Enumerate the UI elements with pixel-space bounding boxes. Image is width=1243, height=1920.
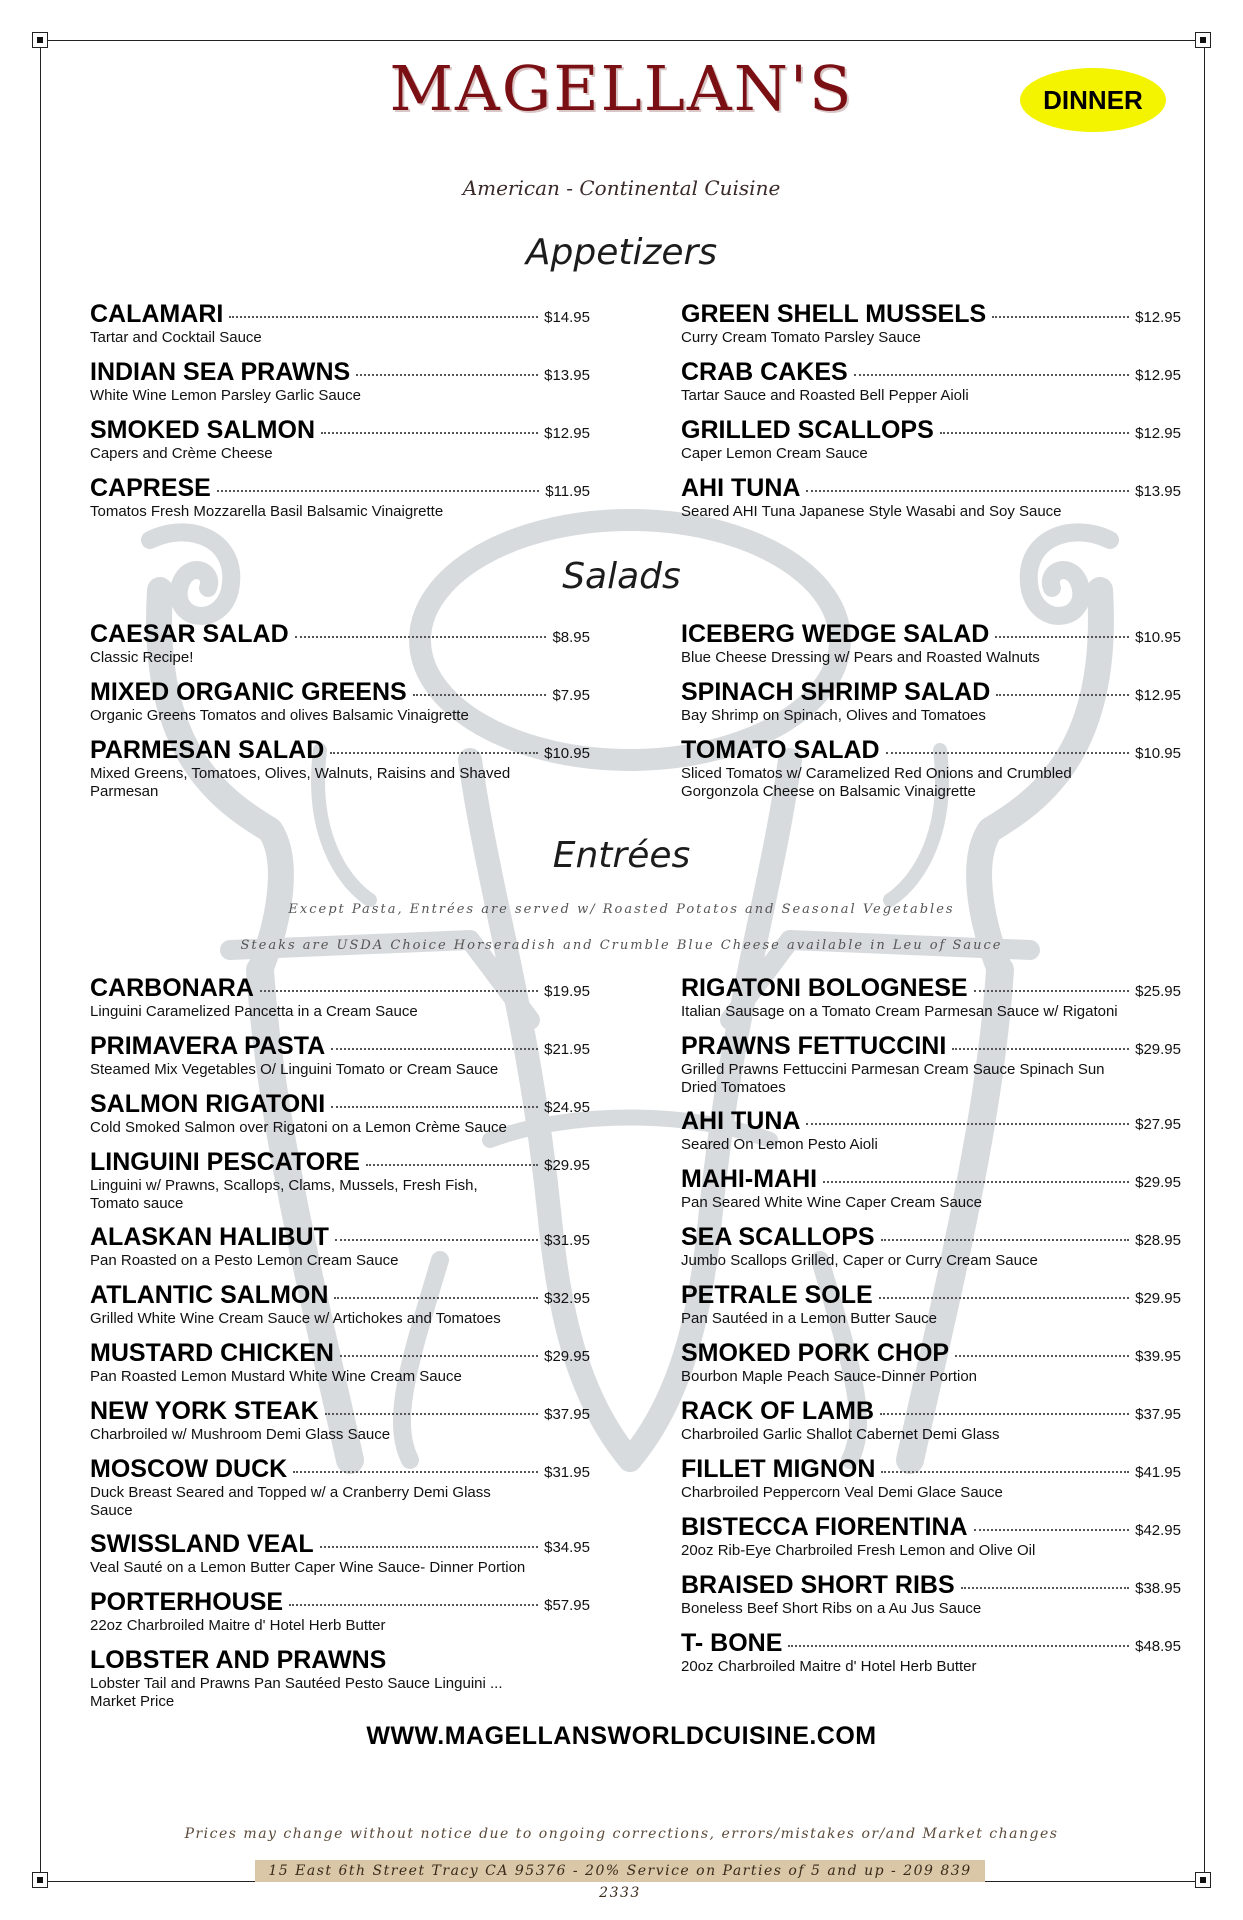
menu-item-row bbox=[90, 1281, 590, 1310]
menu-item-description: Boneless Beef Short Ribs on a Au Jus Sauce bbox=[681, 1600, 982, 1617]
menu-item-price: $10.95 bbox=[1135, 745, 1181, 762]
menu-item-name: CAPRESE bbox=[90, 474, 211, 502]
menu-item bbox=[90, 678, 590, 725]
menu-item bbox=[90, 1032, 590, 1079]
menu-item-price: $24.95 bbox=[544, 1099, 590, 1116]
menu-item-description: Linguini w/ Prawns, Scallops, Clams, Mussels, Fresh Fish, Tomato sauce bbox=[90, 1177, 478, 1212]
menu-item-price: $32.95 bbox=[544, 1290, 590, 1307]
menu-item bbox=[681, 474, 1181, 521]
menu-item bbox=[681, 1629, 1181, 1676]
menu-item-price: $29.95 bbox=[1135, 1290, 1181, 1307]
menu-item-price: $12.95 bbox=[1135, 309, 1181, 326]
menu-item-price: $34.95 bbox=[544, 1539, 590, 1556]
menu-item bbox=[90, 474, 590, 521]
menu-item-name: SEA SCALLOPS bbox=[681, 1223, 875, 1251]
dot-leader bbox=[806, 490, 1129, 492]
dot-leader bbox=[880, 1413, 1129, 1415]
menu-item-name: ALASKAN HALIBUT bbox=[90, 1223, 329, 1251]
menu-item bbox=[681, 1571, 1181, 1618]
menu-item-price: $19.95 bbox=[544, 983, 590, 1000]
menu-item bbox=[90, 1530, 590, 1577]
menu-item-name: SWISSLAND VEAL bbox=[90, 1530, 314, 1558]
menu-item-name: AHI TUNA bbox=[681, 1107, 801, 1135]
menu-item-name: SPINACH SHRIMP SALAD bbox=[681, 678, 991, 706]
dot-leader bbox=[260, 990, 538, 992]
menu-item-row bbox=[90, 1148, 590, 1177]
menu-item-price: $12.95 bbox=[1135, 425, 1181, 442]
entrees-left-column bbox=[90, 974, 590, 1721]
dot-leader bbox=[340, 1355, 538, 1357]
menu-item-description: Classic Recipe! bbox=[90, 649, 194, 666]
menu-item-row bbox=[90, 1646, 590, 1675]
dot-leader bbox=[335, 1239, 538, 1241]
dot-leader bbox=[295, 636, 547, 638]
menu-item-name: PETRALE SOLE bbox=[681, 1281, 873, 1309]
menu-item-row bbox=[90, 736, 590, 765]
entrees-right-column bbox=[681, 974, 1181, 1687]
menu-item-price: $27.95 bbox=[1135, 1116, 1181, 1133]
menu-item-description: Pan Roasted on a Pesto Lemon Cream Sauce bbox=[90, 1252, 399, 1269]
menu-item-price: $37.95 bbox=[1135, 1406, 1181, 1423]
corner-handle-top-left[interactable] bbox=[32, 32, 48, 48]
menu-item bbox=[681, 1281, 1181, 1328]
menu-item-row bbox=[681, 1165, 1181, 1194]
dot-leader bbox=[806, 1123, 1129, 1125]
menu-item-description: 20oz Charbroiled Maitre d' Hotel Herb Butter bbox=[681, 1658, 977, 1675]
salads-heading: Salads bbox=[562, 556, 681, 597]
menu-item bbox=[681, 1032, 1181, 1097]
menu-item bbox=[681, 1455, 1181, 1502]
menu-item-row bbox=[90, 1339, 590, 1368]
menu-item-row bbox=[681, 1223, 1181, 1252]
menu-item-price: $12.95 bbox=[544, 425, 590, 442]
menu-item-name: TOMATO SALAD bbox=[681, 736, 880, 764]
menu-item-price: $14.95 bbox=[544, 309, 590, 326]
menu-item-description: Organic Greens Tomatos and olives Balsamic Vinaigrette bbox=[90, 707, 469, 724]
dot-leader bbox=[881, 1239, 1130, 1241]
menu-item-description: Tartar and Cocktail Sauce bbox=[90, 329, 262, 346]
dot-leader bbox=[854, 374, 1129, 376]
menu-item-price: $41.95 bbox=[1135, 1464, 1181, 1481]
menu-item-price: $29.95 bbox=[1135, 1174, 1181, 1191]
dot-leader bbox=[992, 316, 1129, 318]
menu-item-row bbox=[90, 474, 590, 503]
entrees-note-steaks: Steaks are USDA Choice Horseradish and Crumble Blue Cheese available in Leu of Sauce bbox=[240, 938, 1003, 953]
menu-item bbox=[681, 736, 1181, 801]
menu-item-name: GREEN SHELL MUSSELS bbox=[681, 300, 987, 328]
menu-item-description: Charbroiled Peppercorn Veal Demi Glace Sauce bbox=[681, 1484, 1003, 1501]
price-disclaimer: Prices may change without notice due to ongoing corrections, errors/mistakes or/and Market changes bbox=[184, 1826, 1059, 1842]
menu-item-name: CAESAR SALAD bbox=[90, 620, 289, 648]
menu-item-row bbox=[90, 1032, 590, 1061]
menu-item-description: Charbroiled w/ Mushroom Demi Glass Sauce bbox=[90, 1426, 391, 1443]
menu-item-name: CRAB CAKES bbox=[681, 358, 848, 386]
corner-handle-bottom-left[interactable] bbox=[32, 1872, 48, 1888]
menu-item-description: Mixed Greens, Tomatoes, Olives, Walnuts, Raisins and Shaved Parmesan bbox=[90, 765, 511, 800]
menu-item-name: MIXED ORGANIC GREENS bbox=[90, 678, 407, 706]
dot-leader bbox=[940, 432, 1129, 434]
menu-item-row bbox=[681, 358, 1181, 387]
menu-item-description: Bay Shrimp on Spinach, Olives and Tomatoes bbox=[681, 707, 986, 724]
menu-item-description: Pan Roasted Lemon Mustard White Wine Cream Sauce bbox=[90, 1368, 462, 1385]
menu-item-row bbox=[681, 1397, 1181, 1426]
menu-item-name: CARBONARA bbox=[90, 974, 254, 1002]
menu-item-name: BRAISED SHORT RIBS bbox=[681, 1571, 955, 1599]
dot-leader bbox=[331, 1048, 538, 1050]
menu-item-row bbox=[681, 1455, 1181, 1484]
menu-item-row bbox=[90, 416, 590, 445]
menu-item-price: $31.95 bbox=[544, 1464, 590, 1481]
menu-item-row bbox=[90, 358, 590, 387]
appetizers-left-column bbox=[90, 300, 590, 532]
menu-item-row bbox=[681, 620, 1181, 649]
menu-item-price: $37.95 bbox=[544, 1406, 590, 1423]
menu-item-row bbox=[681, 1571, 1181, 1600]
dot-leader bbox=[961, 1587, 1129, 1589]
menu-item-price: $13.95 bbox=[544, 367, 590, 384]
menu-item-name: NEW YORK STEAK bbox=[90, 1397, 319, 1425]
menu-item-price: $29.95 bbox=[544, 1157, 590, 1174]
menu-item-row bbox=[90, 1455, 590, 1484]
menu-item-row bbox=[90, 1223, 590, 1252]
menu-item-description: Veal Sauté on a Lemon Butter Caper Wine Sauce- Dinner Portion bbox=[90, 1559, 526, 1576]
menu-item-row bbox=[90, 1588, 590, 1617]
menu-item-description: Tartar Sauce and Roasted Bell Pepper Aioli bbox=[681, 387, 969, 404]
menu-item-description: White Wine Lemon Parsley Garlic Sauce bbox=[90, 387, 361, 404]
appetizers-heading: Appetizers bbox=[525, 232, 718, 273]
menu-item-price: $10.95 bbox=[1135, 629, 1181, 646]
dot-leader bbox=[366, 1164, 538, 1166]
dot-leader bbox=[413, 694, 547, 696]
entrees-note-sides: Except Pasta, Entrées are served w/ Roasted Potatos and Seasonal Vegetables bbox=[288, 902, 955, 917]
menu-item-description: Italian Sausage on a Tomato Cream Parmesan Sauce w/ Rigatoni bbox=[681, 1003, 1118, 1020]
menu-item-price: $11.95 bbox=[545, 483, 590, 500]
dot-leader bbox=[955, 1355, 1129, 1357]
menu-item-name: SALMON RIGATONI bbox=[90, 1090, 326, 1118]
dot-leader bbox=[330, 752, 538, 754]
menu-item-row bbox=[681, 974, 1181, 1003]
menu-item-description: Jumbo Scallops Grilled, Caper or Curry Cream Sauce bbox=[681, 1252, 1038, 1269]
dinner-badge: DINNER bbox=[1020, 68, 1166, 132]
dot-leader bbox=[356, 374, 538, 376]
menu-item-description: Seared On Lemon Pesto Aioli bbox=[681, 1136, 878, 1153]
dot-leader bbox=[293, 1471, 538, 1473]
menu-item-row bbox=[90, 1530, 590, 1559]
menu-item-price: $29.95 bbox=[1135, 1041, 1181, 1058]
dot-leader bbox=[823, 1181, 1129, 1183]
dot-leader bbox=[952, 1048, 1129, 1050]
menu-item-price: $38.95 bbox=[1135, 1580, 1181, 1597]
menu-item bbox=[681, 1223, 1181, 1270]
cuisine-tagline: American - Continental Cuisine bbox=[462, 176, 781, 200]
menu-item-description: Grilled White Wine Cream Sauce w/ Artichokes and Tomatoes bbox=[90, 1310, 501, 1327]
menu-item bbox=[681, 1513, 1181, 1560]
menu-item-row bbox=[90, 1090, 590, 1119]
dot-leader bbox=[886, 752, 1130, 754]
menu-item bbox=[90, 1588, 590, 1635]
menu-item-name: PRAWNS FETTUCCINI bbox=[681, 1032, 947, 1060]
menu-item-description: Capers and Crème Cheese bbox=[90, 445, 273, 462]
salads-right-column bbox=[681, 620, 1181, 811]
dot-leader bbox=[320, 1546, 538, 1548]
menu-item bbox=[681, 1107, 1181, 1154]
menu-item-description: Curry Cream Tomato Parsley Sauce bbox=[681, 329, 921, 346]
menu-item-row bbox=[681, 736, 1181, 765]
menu-item bbox=[90, 300, 590, 347]
menu-item bbox=[90, 1397, 590, 1444]
menu-item-name: LOBSTER AND PRAWNS bbox=[90, 1646, 387, 1674]
dot-leader bbox=[974, 1529, 1130, 1531]
menu-item bbox=[681, 1339, 1181, 1386]
menu-item-row bbox=[681, 1339, 1181, 1368]
menu-item-name: LINGUINI PESCATORE bbox=[90, 1148, 360, 1176]
menu-item-name: CALAMARI bbox=[90, 300, 224, 328]
menu-item-price: $57.95 bbox=[544, 1597, 590, 1614]
entrees-heading: Entrées bbox=[552, 835, 691, 876]
menu-item-description: 22oz Charbroiled Maitre d' Hotel Herb Butter bbox=[90, 1617, 386, 1634]
menu-item-description: Seared AHI Tuna Japanese Style Wasabi and Soy Sauce bbox=[681, 503, 1062, 520]
menu-item bbox=[90, 974, 590, 1021]
dot-leader bbox=[995, 636, 1129, 638]
dot-leader bbox=[788, 1645, 1129, 1647]
menu-item bbox=[90, 1455, 590, 1520]
menu-item-description: Pan Sautéed in a Lemon Butter Sauce bbox=[681, 1310, 938, 1327]
menu-item bbox=[681, 620, 1181, 667]
menu-item-name: RACK OF LAMB bbox=[681, 1397, 875, 1425]
corner-handle-top-right[interactable] bbox=[1195, 32, 1211, 48]
menu-item-description: Steamed Mix Vegetables O/ Linguini Tomato or Cream Sauce bbox=[90, 1061, 499, 1078]
menu-item-row bbox=[90, 678, 590, 707]
menu-item-price: $21.95 bbox=[544, 1041, 590, 1058]
menu-item bbox=[681, 300, 1181, 347]
menu-item-description: Caper Lemon Cream Sauce bbox=[681, 445, 868, 462]
dot-leader bbox=[289, 1604, 538, 1606]
menu-item-name: MOSCOW DUCK bbox=[90, 1455, 288, 1483]
menu-item-description: Blue Cheese Dressing w/ Pears and Roasted Walnuts bbox=[681, 649, 1040, 666]
dot-leader bbox=[974, 990, 1130, 992]
corner-handle-bottom-right[interactable] bbox=[1195, 1872, 1211, 1888]
menu-item bbox=[681, 974, 1181, 1021]
dot-leader bbox=[325, 1413, 538, 1415]
menu-item bbox=[90, 736, 590, 801]
menu-item bbox=[90, 358, 590, 405]
menu-item-description: Linguini Caramelized Pancetta in a Cream Sauce bbox=[90, 1003, 418, 1020]
menu-item-name: FILLET MIGNON bbox=[681, 1455, 876, 1483]
menu-item bbox=[90, 1646, 590, 1711]
menu-item-row bbox=[681, 416, 1181, 445]
menu-item-row bbox=[681, 678, 1181, 707]
menu-item-price: $48.95 bbox=[1135, 1638, 1181, 1655]
menu-item-price: $12.95 bbox=[1135, 687, 1181, 704]
salads-left-column bbox=[90, 620, 590, 811]
menu-item-description: 20oz Rib-Eye Charbroiled Fresh Lemon and Olive Oil bbox=[681, 1542, 1036, 1559]
dot-leader bbox=[229, 316, 538, 318]
dot-leader bbox=[881, 1471, 1129, 1473]
menu-item bbox=[90, 1090, 590, 1137]
menu-item-row bbox=[681, 1629, 1181, 1658]
menu-item-row bbox=[681, 1032, 1181, 1061]
dot-leader bbox=[879, 1297, 1129, 1299]
menu-item bbox=[681, 416, 1181, 463]
menu-item-name: MUSTARD CHICKEN bbox=[90, 1339, 334, 1367]
menu-item-name: T- BONE bbox=[681, 1629, 783, 1657]
menu-item-price: $31.95 bbox=[544, 1232, 590, 1249]
menu-item-price: $10.95 bbox=[544, 745, 590, 762]
menu-item-description: Lobster Tail and Prawns Pan Sautéed Pesto Sauce Linguini ... Market Price bbox=[90, 1675, 503, 1710]
menu-item-row bbox=[90, 620, 590, 649]
dot-leader bbox=[331, 1106, 538, 1108]
menu-item-description: Duck Breast Seared and Topped w/ a Cranberry Demi Glass Sauce bbox=[90, 1484, 491, 1519]
menu-item-price: $25.95 bbox=[1135, 983, 1181, 1000]
menu-item-description: Tomatos Fresh Mozzarella Basil Balsamic Vinaigrette bbox=[90, 503, 444, 520]
menu-item-name: MAHI-MAHI bbox=[681, 1165, 818, 1193]
website-link[interactable]: WWW.MAGELLANSWORLDCUISINE.COM bbox=[366, 1722, 877, 1750]
menu-item-price: $42.95 bbox=[1135, 1522, 1181, 1539]
menu-item-name: SMOKED SALMON bbox=[90, 416, 315, 444]
dot-leader bbox=[996, 694, 1129, 696]
menu-item-price: $28.95 bbox=[1135, 1232, 1181, 1249]
menu-item-price: $39.95 bbox=[1135, 1348, 1181, 1365]
menu-item-name: AHI TUNA bbox=[681, 474, 801, 502]
menu-item-description: Grilled Prawns Fettuccini Parmesan Cream Sauce Spinach Sun Dried Tomatoes bbox=[681, 1061, 1105, 1096]
menu-item bbox=[681, 1165, 1181, 1212]
menu-item-name: ATLANTIC SALMON bbox=[90, 1281, 329, 1309]
menu-item bbox=[90, 1281, 590, 1328]
menu-item-row bbox=[681, 1281, 1181, 1310]
menu-item-name: PARMESAN SALAD bbox=[90, 736, 325, 764]
menu-item-description: Cold Smoked Salmon over Rigatoni on a Lemon Crème Sauce bbox=[90, 1119, 507, 1136]
menu-item bbox=[681, 678, 1181, 725]
menu-item-name: GRILLED SCALLOPS bbox=[681, 416, 934, 444]
menu-item-description: Bourbon Maple Peach Sauce-Dinner Portion bbox=[681, 1368, 978, 1385]
menu-item bbox=[90, 1339, 590, 1386]
menu-item bbox=[90, 1148, 590, 1213]
menu-item-description: Pan Seared White Wine Caper Cream Sauce bbox=[681, 1194, 982, 1211]
menu-item-name: RIGATONI BOLOGNESE bbox=[681, 974, 968, 1002]
menu-item bbox=[90, 620, 590, 667]
menu-item-price: $29.95 bbox=[544, 1348, 590, 1365]
menu-item-price: $7.95 bbox=[552, 687, 590, 704]
menu-item-name: ICEBERG WEDGE SALAD bbox=[681, 620, 990, 648]
menu-item-name: PRIMAVERA PASTA bbox=[90, 1032, 326, 1060]
address-band: 15 East 6th Street Tracy CA 95376 - 20% Service on Parties of 5 and up - 209 839 2333 bbox=[255, 1860, 985, 1882]
appetizers-right-column bbox=[681, 300, 1181, 532]
menu-item-name: INDIAN SEA PRAWNS bbox=[90, 358, 351, 386]
menu-item bbox=[90, 1223, 590, 1270]
menu-item-row bbox=[90, 974, 590, 1003]
menu-item-description: Charbroiled Garlic Shallot Cabernet Demi Glass bbox=[681, 1426, 1000, 1443]
dot-leader bbox=[334, 1297, 538, 1299]
menu-item bbox=[90, 416, 590, 463]
menu-item-name: PORTERHOUSE bbox=[90, 1588, 284, 1616]
menu-item-row bbox=[90, 300, 590, 329]
menu-item-row bbox=[90, 1397, 590, 1426]
menu-item-price: $12.95 bbox=[1135, 367, 1181, 384]
menu-item-description: Sliced Tomatos w/ Caramelized Red Onions and Crumbled Gorgonzola Cheese on Balsamic Vinaigrette bbox=[681, 765, 1072, 800]
menu-item-name: BISTECCA FIORENTINA bbox=[681, 1513, 968, 1541]
menu-item bbox=[681, 1397, 1181, 1444]
menu-item-row bbox=[681, 1107, 1181, 1136]
dot-leader bbox=[321, 432, 538, 434]
menu-item-price: $8.95 bbox=[552, 629, 590, 646]
menu-item-row bbox=[681, 300, 1181, 329]
menu-item-row bbox=[681, 1513, 1181, 1542]
menu-item-price: $13.95 bbox=[1135, 483, 1181, 500]
restaurant-name: MAGELLAN'S bbox=[389, 52, 854, 125]
dot-leader bbox=[217, 490, 539, 492]
menu-item bbox=[681, 358, 1181, 405]
menu-item-row bbox=[681, 474, 1181, 503]
menu-item-name: SMOKED PORK CHOP bbox=[681, 1339, 950, 1367]
